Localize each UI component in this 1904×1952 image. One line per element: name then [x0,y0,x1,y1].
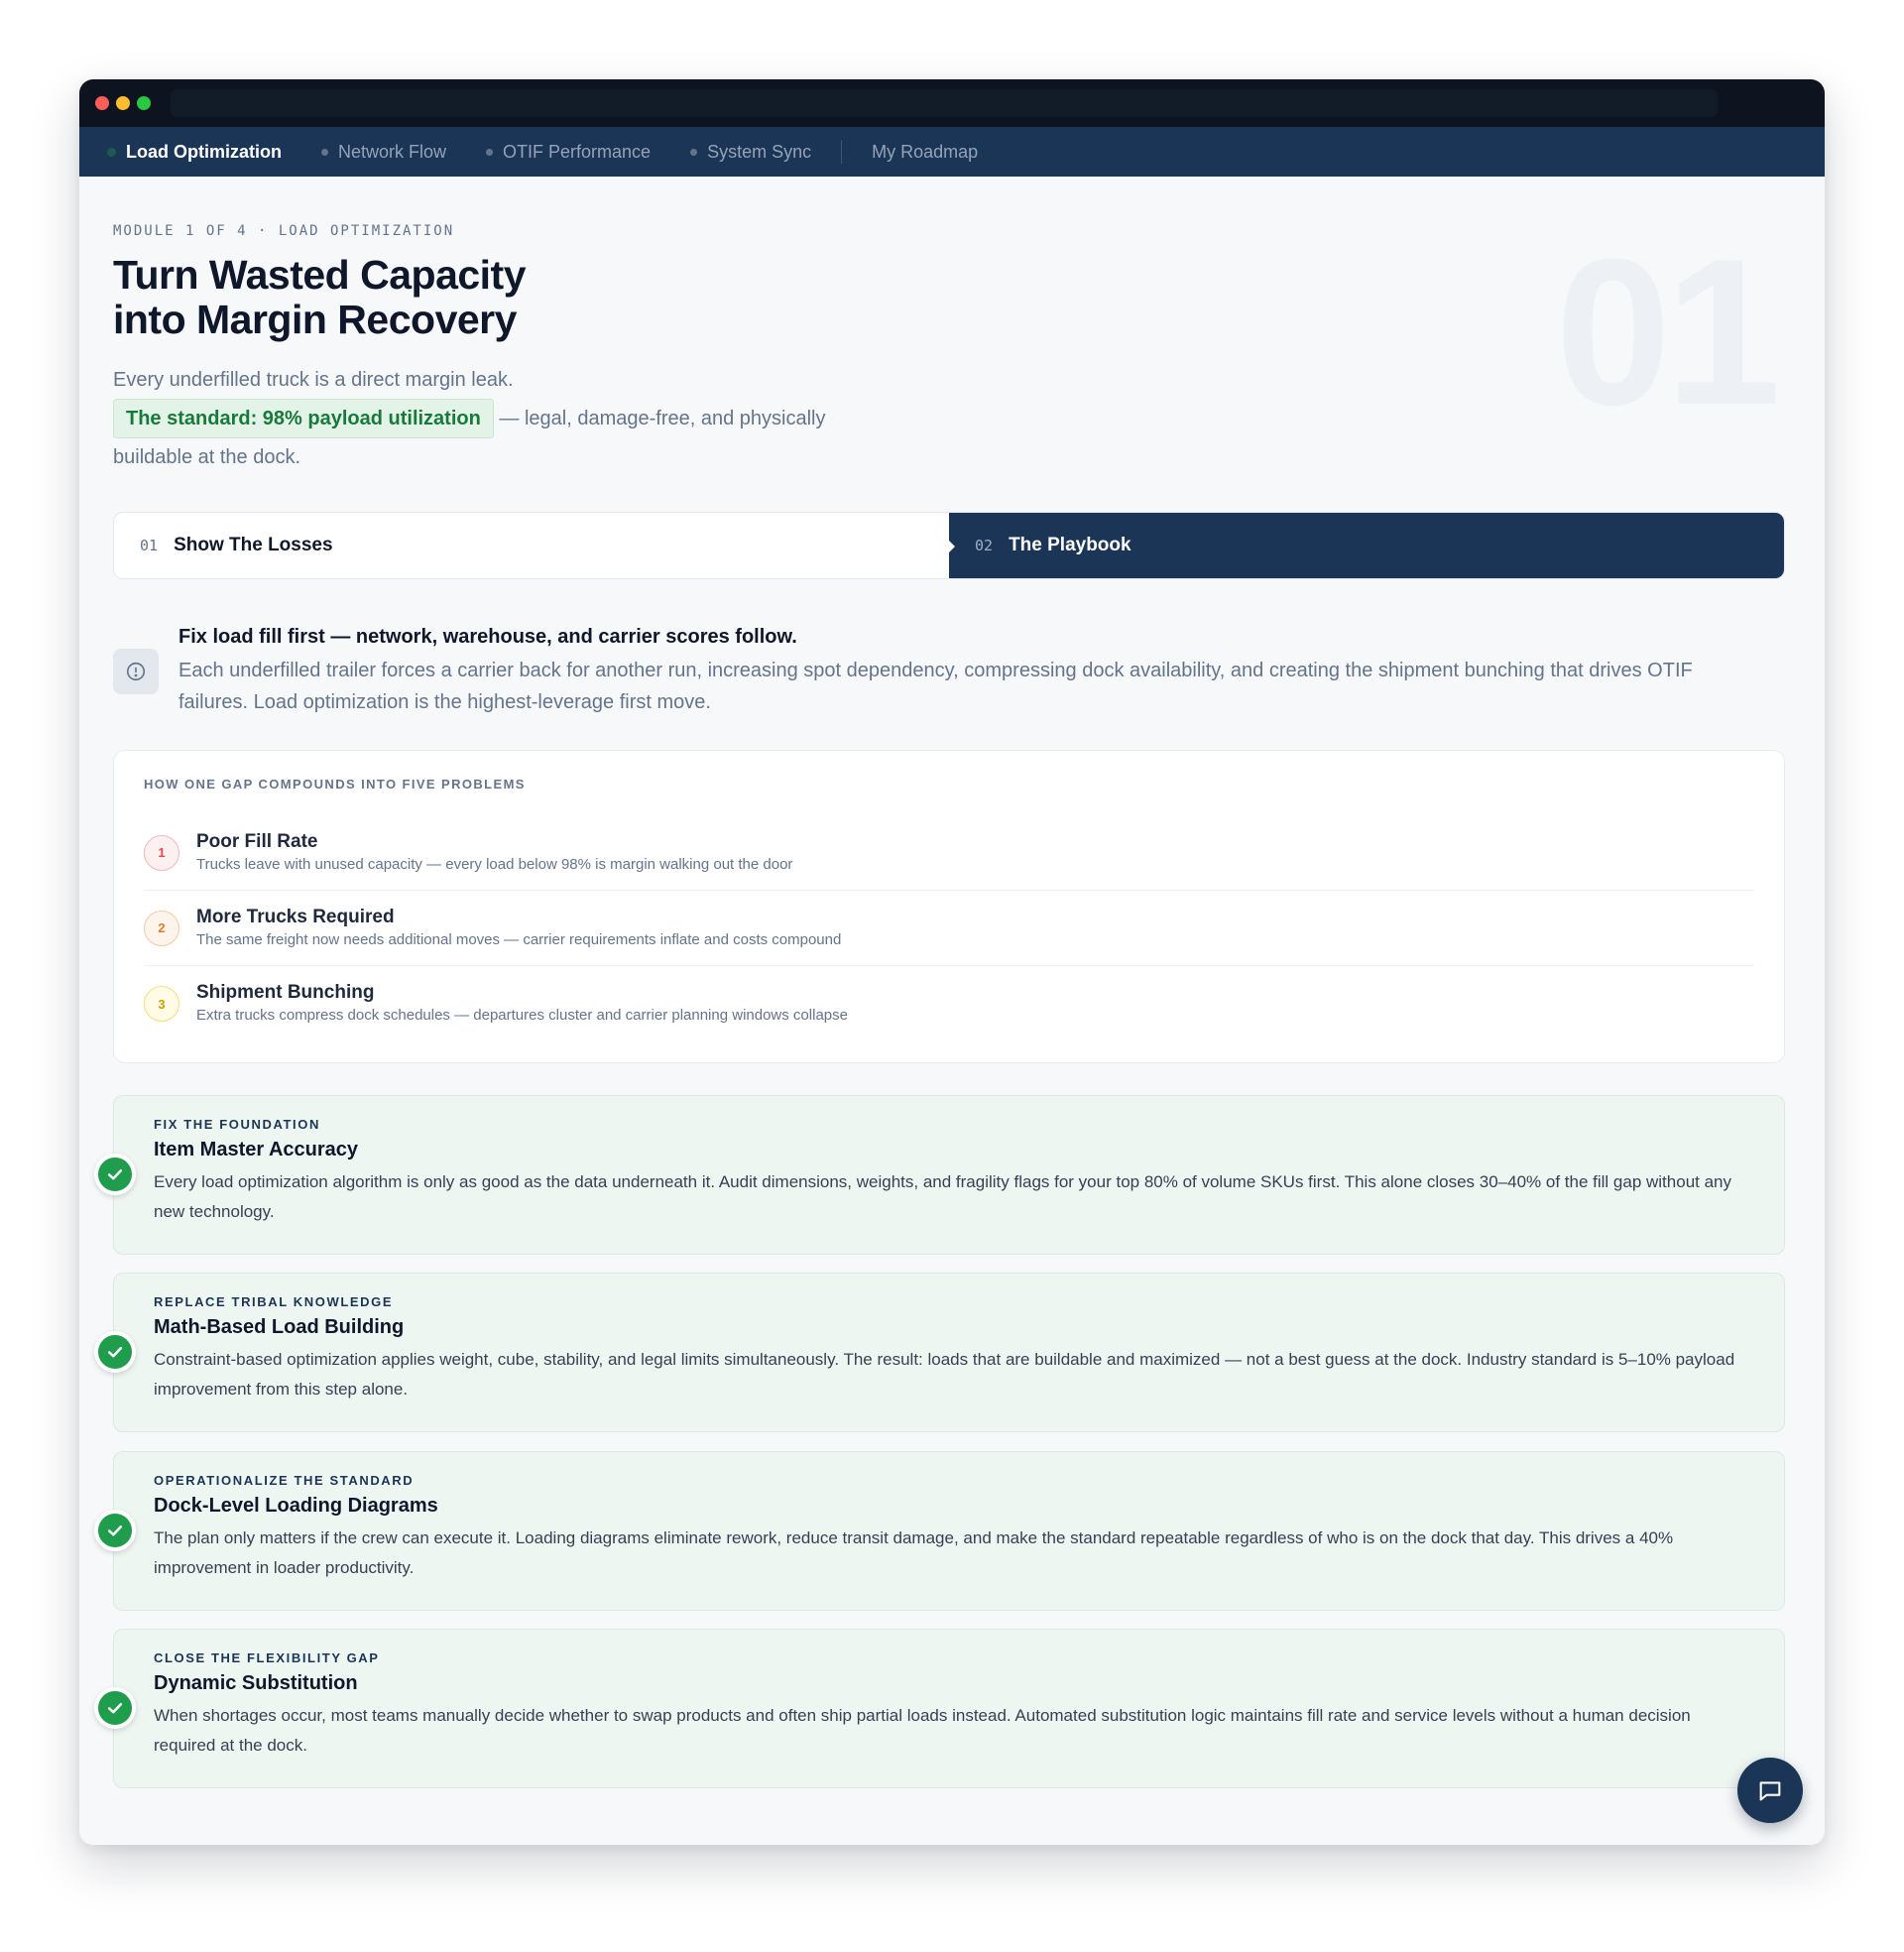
lead-paragraph [113,361,847,476]
step-body: Constraint-based optimization applies weight, cube, stability, and legal limits simultaneously. The result: loads that are buildable and maximized — not a best guess at the dock. Industry standard is 5–10% payload improvement from this step alone. [154,1350,1735,1399]
minimize-window-button[interactable] [116,96,130,110]
callout-body: Each underfilled trailer forces a carrier back for another run, increasing spot dependency, compressing dock availability, and creating the shipment bunching that drives OTIF failures. Load optimization is the highest-leverage first move. [178,660,1693,713]
playbook-step [113,1451,1785,1611]
step-title: Dock-Level Loading Diagrams [154,1495,438,1517]
close-window-button[interactable] [95,96,109,110]
section-tabs [113,512,1785,579]
list-item [144,891,1754,966]
callout-title: Fix load fill first — network, warehouse, and carrier scores follow. [178,626,797,648]
check-icon [94,1510,136,1551]
tab-the-playbook[interactable] [949,513,1784,578]
check-icon [94,1154,136,1195]
nav-divider [841,140,842,164]
step-title: Dynamic Substitution [154,1672,358,1694]
nav-item-network-flow[interactable] [321,142,446,163]
list-item [144,966,1754,1041]
tab-show-the-losses[interactable] [114,513,949,578]
standard-badge: The standard: 98% payload utilization [113,399,494,438]
step-eyebrow: OPERATIONALIZE THE STANDARD [154,1473,415,1488]
tab-label: Show The Losses [174,535,333,555]
nav-dot-icon [107,148,116,157]
problem-description: The same freight now needs additional moves — carrier requirements inflate and costs compound [196,930,842,948]
nav-item-label: OTIF Performance [503,141,652,162]
step-title: Item Master Accuracy [154,1139,359,1160]
nav-item-my-roadmap[interactable] [872,142,978,163]
chat-icon [1756,1776,1784,1804]
nav-item-label: Network Flow [338,141,447,162]
module-nav [79,127,1825,177]
problem-title: More Trucks Required [196,906,395,927]
window-titlebar [79,79,1825,127]
nav-item-load-optimization[interactable] [107,142,282,163]
chat-button[interactable] [1737,1758,1803,1823]
insight-callout [113,623,1785,718]
card-heading: HOW ONE GAP COMPOUNDS INTO FIVE PROBLEMS [144,777,526,792]
problem-title: Shipment Bunching [196,982,375,1003]
nav-dot-icon [486,149,493,156]
check-icon [94,1687,136,1729]
module-eyebrow: MODULE 1 OF 4 · LOAD OPTIMIZATION [113,223,455,239]
check-icon [94,1331,136,1373]
problem-description: Trucks leave with unused capacity — every load below 98% is margin walking out the door [196,855,793,873]
info-icon [113,649,159,694]
number-badge: 2 [144,911,179,946]
lead-after-text: — legal, damage-free, and physically buildable at the dock. [113,408,826,468]
nav-item-label: My Roadmap [872,141,979,162]
step-body: When shortages occur, most teams manually decide whether to swap products and often ship partial loads instead. Automated substitution logic maintains fill rate and service levels without a human decision required at the dock. [154,1706,1691,1755]
tab-number: 01 [140,537,159,554]
nav-item-system-sync[interactable] [690,142,811,163]
playbook-step [113,1273,1785,1432]
step-title: Math-Based Load Building [154,1316,405,1338]
maximize-window-button[interactable] [137,96,151,110]
step-eyebrow: CLOSE THE FLEXIBILITY GAP [154,1650,380,1665]
number-badge: 1 [144,835,179,871]
playbook-step [113,1095,1785,1255]
step-eyebrow: FIX THE FOUNDATION [154,1117,320,1132]
nav-item-label: System Sync [707,141,812,162]
address-bar[interactable] [171,89,1718,117]
compounding-problems-card [113,750,1785,1063]
problem-title: Poor Fill Rate [196,830,318,852]
nav-dot-icon [690,149,697,156]
lead-text: Every underfilled truck is a direct margin leak. [113,369,514,391]
nav-dot-icon [321,149,328,156]
playbook-step [113,1629,1785,1788]
number-badge: 3 [144,986,179,1022]
step-body: Every load optimization algorithm is only as good as the data underneath it. Audit dimensions, weights, and fragility flags for your top 80% of volume SKUs first. This alone closes 30–40% of the fill gap without any new technology. [154,1172,1732,1221]
nav-item-label: Load Optimization [126,141,282,162]
step-body: The plan only matters if the crew can execute it. Loading diagrams eliminate rework, reduce transit damage, and make the standard repeatable regardless of who is on the dock that day. This drives a 40% improvement in loader productivity. [154,1528,1674,1577]
page-title [113,253,807,342]
tab-label: The Playbook [1009,535,1131,555]
title-line-1: Turn Wasted Capacity [113,252,527,298]
tab-number: 02 [975,537,994,554]
module-number-watermark: 01 [1555,215,1775,448]
step-eyebrow: REPLACE TRIBAL KNOWLEDGE [154,1294,394,1309]
title-line-2: into Margin Recovery [113,297,517,342]
nav-item-otif-performance[interactable] [486,142,651,163]
list-item [144,815,1754,891]
app-window [79,79,1825,1845]
problem-description: Extra trucks compress dock schedules — departures cluster and carrier planning windows collapse [196,1007,848,1024]
